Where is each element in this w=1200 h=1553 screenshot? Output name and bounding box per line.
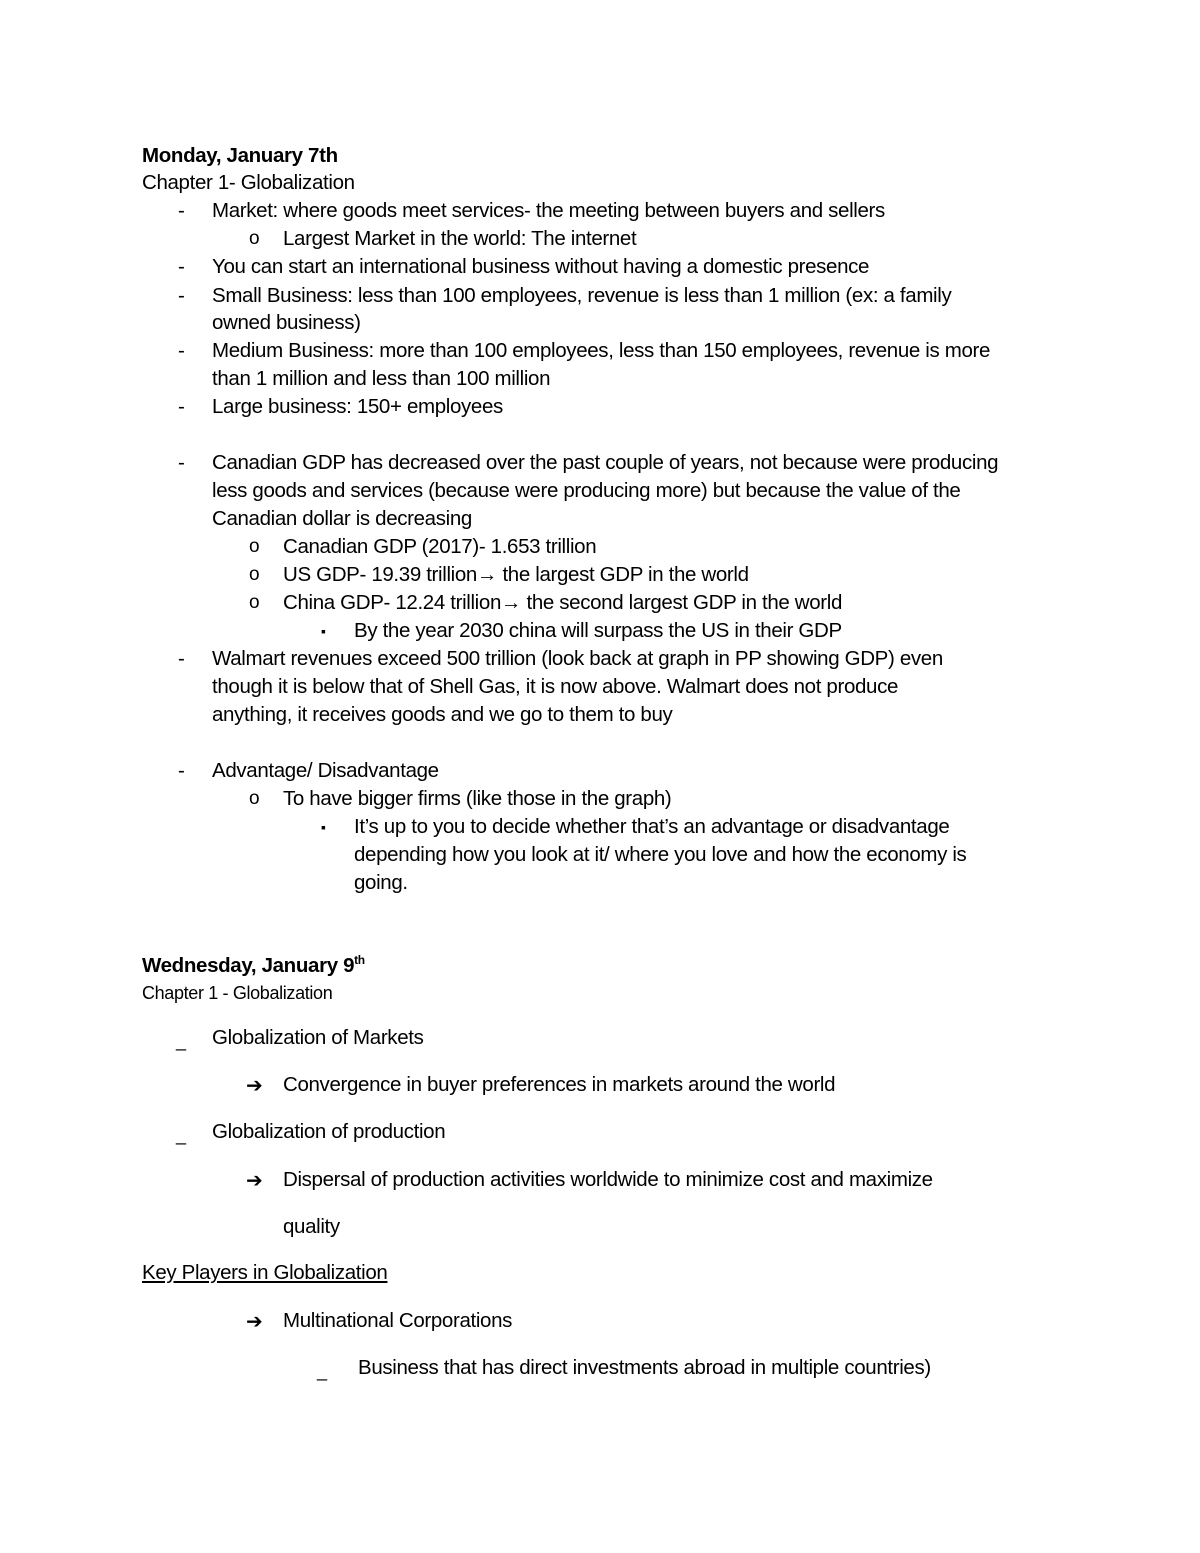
list-item-continuation: anything, it receives goods and we go to them to buy xyxy=(212,703,673,726)
dash-bullet: - xyxy=(178,759,185,782)
list-item: Globalization of Markets xyxy=(212,1026,424,1049)
arrow-icon: ➔ xyxy=(246,1075,263,1097)
list-item: To have bigger firms (like those in the graph) xyxy=(283,787,672,810)
list-item: Advantage/ Disadvantage xyxy=(212,759,439,782)
dash-bullet: - xyxy=(178,451,185,474)
list-item: US GDP- 19.39 trillion→ the largest GDP in the world xyxy=(283,563,749,586)
list-item: China GDP- 12.24 trillion→ the second largest GDP in the world xyxy=(283,591,843,614)
section2-heading xyxy=(142,952,365,980)
list-item: Dispersal of production activities worldwide to minimize cost and maximize xyxy=(283,1168,933,1191)
dash-bullet: - xyxy=(178,255,185,278)
list-item: Small Business: less than 100 employees, revenue is less than 1 million (ex: a family xyxy=(212,284,952,307)
section2-heading-ordinal: th xyxy=(354,953,365,968)
arrow-icon: ➔ xyxy=(246,1311,263,1333)
dash-bullet: - xyxy=(178,395,185,418)
circle-bullet: o xyxy=(249,788,260,809)
section2-heading-text: Wednesday, January 9 xyxy=(142,954,355,977)
underscore-bullet: _ xyxy=(176,1125,186,1145)
section1-heading: Monday, January 7th xyxy=(142,144,338,167)
dash-bullet: - xyxy=(178,199,185,222)
list-item: Multinational Corporations xyxy=(283,1309,513,1332)
circle-bullet: o xyxy=(249,592,260,613)
underscore-bullet: _ xyxy=(317,1361,327,1381)
underscore-bullet: _ xyxy=(176,1031,186,1051)
circle-bullet: o xyxy=(249,564,260,585)
list-item-continuation: though it is below that of Shell Gas, it is now above. Walmart does not produce xyxy=(212,675,899,698)
list-item: It’s up to you to decide whether that’s an advantage or disadvantage xyxy=(354,815,950,838)
circle-bullet: o xyxy=(249,536,260,557)
list-item: Convergence in buyer preferences in markets around the world xyxy=(283,1073,836,1096)
list-item-continuation: going. xyxy=(354,871,408,894)
list-item-continuation: depending how you look at it/ where you love and how the economy is xyxy=(354,843,967,866)
section1-chapter: Chapter 1- Globalization xyxy=(142,171,355,194)
arrow-icon: ➔ xyxy=(246,1170,263,1192)
list-item-continuation: Canadian dollar is decreasing xyxy=(212,507,472,530)
list-item: Walmart revenues exceed 500 trillion (look back at graph in PP showing GDP) even xyxy=(212,647,943,670)
key-players-heading: Key Players in Globalization xyxy=(142,1261,388,1284)
list-item: Medium Business: more than 100 employees, less than 150 employees, revenue is more xyxy=(212,339,991,362)
list-item: Largest Market in the world: The internet xyxy=(283,227,637,250)
list-item-continuation: than 1 million and less than 100 million xyxy=(212,367,551,390)
list-item-continuation: quality xyxy=(283,1215,340,1238)
list-item: Market: where goods meet services- the meeting between buyers and sellers xyxy=(212,199,885,222)
list-item: Canadian GDP has decreased over the past couple of years, not because were producing xyxy=(212,451,999,474)
dash-bullet: - xyxy=(178,647,185,670)
list-item: Business that has direct investments abroad in multiple countries) xyxy=(358,1356,931,1379)
list-item: Large business: 150+ employees xyxy=(212,395,503,418)
dash-bullet: - xyxy=(178,339,185,362)
list-item-continuation: less goods and services (because were producing more) but because the value of the xyxy=(212,479,961,502)
dash-bullet: - xyxy=(178,284,185,307)
square-bullet: ▪ xyxy=(321,819,326,835)
list-item: By the year 2030 china will surpass the US in their GDP xyxy=(354,619,842,642)
section2-chapter: Chapter 1 - Globalization xyxy=(142,983,333,1003)
list-item: Globalization of production xyxy=(212,1120,446,1143)
square-bullet: ▪ xyxy=(321,623,326,639)
list-item: You can start an international business without having a domestic presence xyxy=(212,255,870,278)
circle-bullet: o xyxy=(249,228,260,249)
list-item: Canadian GDP (2017)- 1.653 trillion xyxy=(283,535,597,558)
list-item-continuation: owned business) xyxy=(212,311,361,334)
